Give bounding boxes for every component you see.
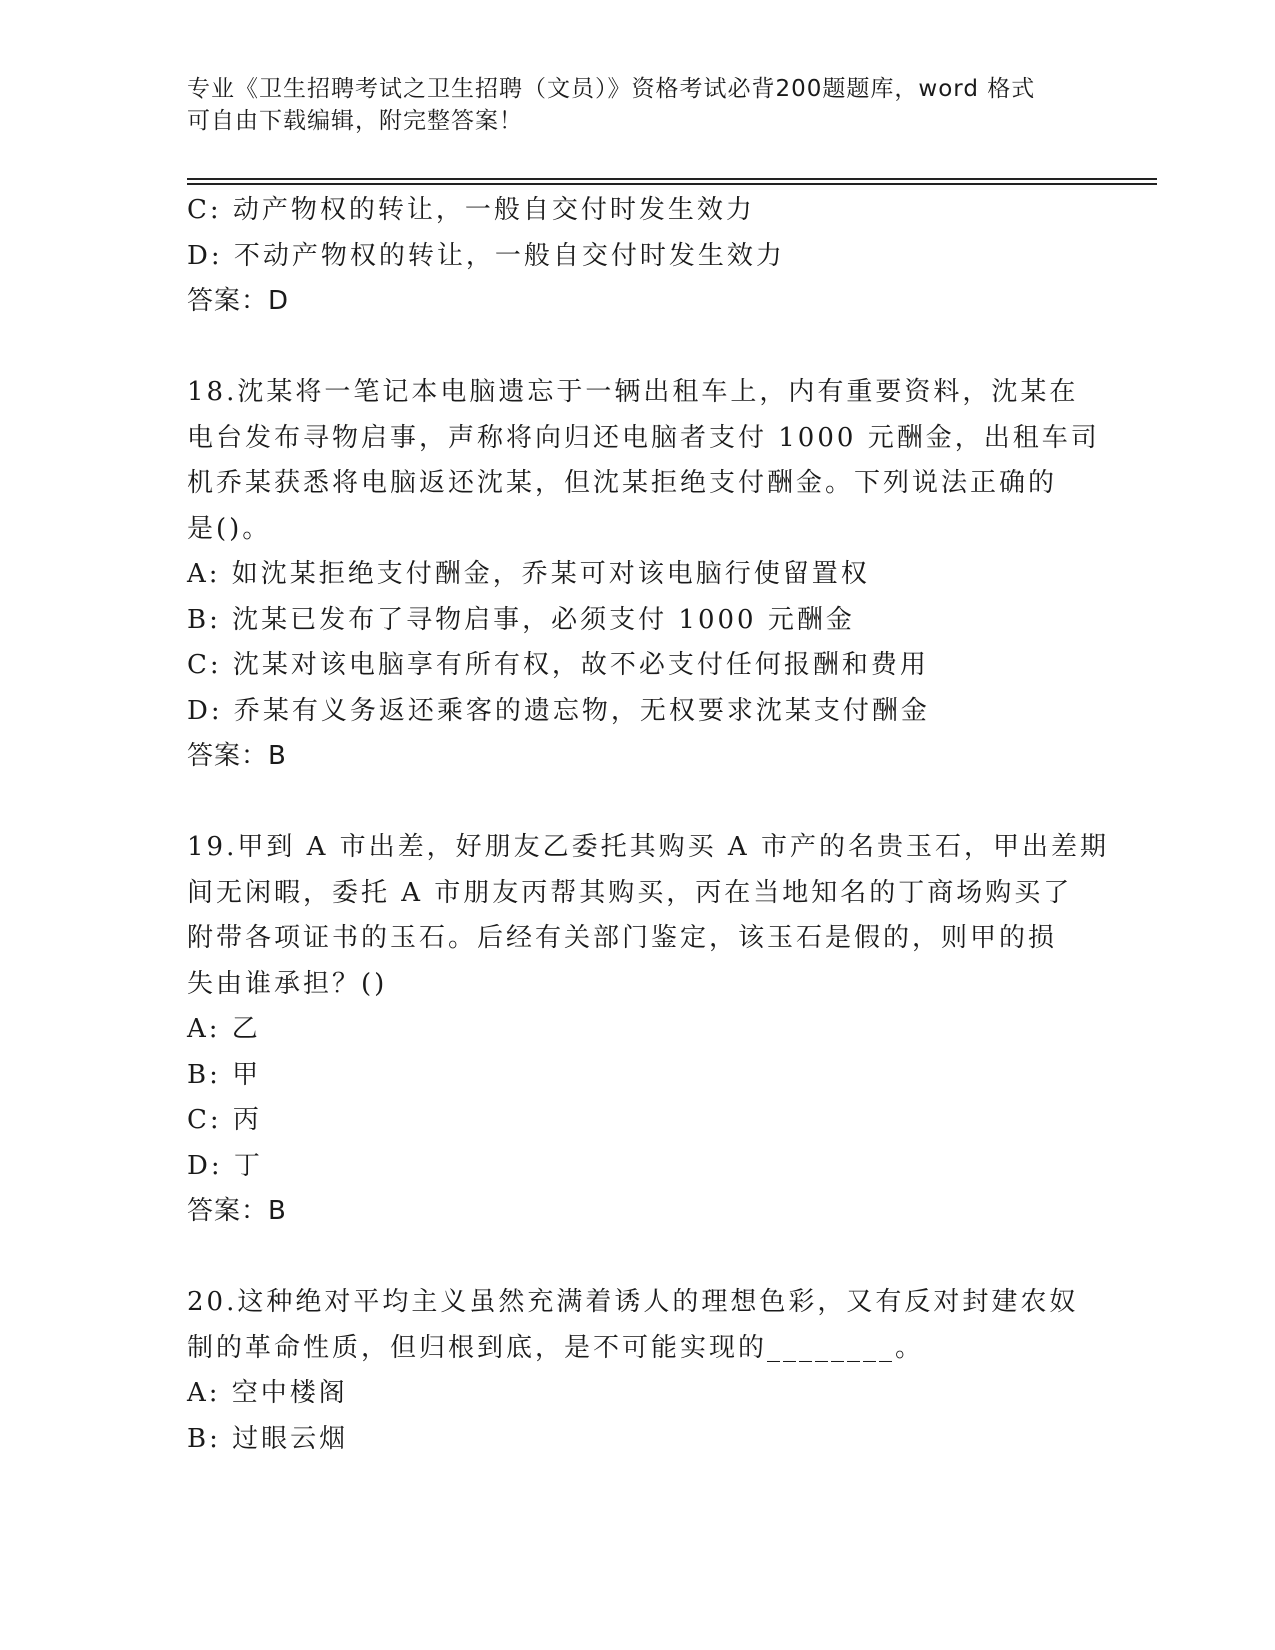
answer-line: 答案：B xyxy=(187,741,287,771)
header-title-line-1: 专业《卫生招聘考试之卫生招聘（文员）》资格考试必背200题题库，word 格式 xyxy=(187,76,1036,102)
question-stem-line: 是()。 xyxy=(187,513,272,544)
option-d: D: 乔某有义务返还乘客的遗忘物，无权要求沈某支付酬金 xyxy=(187,695,930,726)
question-stem-line: 间无闲暇，委托 A 市朋友丙帮其购买，丙在当地知名的丁商场购买了 xyxy=(187,877,1073,908)
header-title-line-2: 可自由下载编辑，附完整答案！ xyxy=(187,108,523,134)
document-header xyxy=(187,73,1087,137)
header-divider-bottom xyxy=(187,183,1157,185)
option-d: D: 丁 xyxy=(187,1150,263,1181)
option-b: B: 过眼云烟 xyxy=(187,1423,349,1454)
answer-line: 答案：D xyxy=(187,286,290,316)
option-a: A: 乙 xyxy=(187,1014,261,1044)
spacer xyxy=(187,780,1087,826)
option-b: B: 沈某已发布了寻物启事，必须支付 1000 元酬金 xyxy=(187,604,855,635)
question-stem-line: 20.这种绝对平均主义虽然充满着诱人的理想色彩，又有反对封建农奴 xyxy=(187,1287,1079,1317)
question-stem-line: 机乔某获悉将电脑返还沈某，但沈某拒绝支付酬金。下列说法正确的 xyxy=(187,468,1058,498)
question-19 xyxy=(187,825,1109,1235)
option-c: C: 动产物权的转让，一般自交付时发生效力 xyxy=(187,195,755,225)
question-18 xyxy=(187,370,1100,780)
question-stem-line: 制的革命性质，但归根到底，是不可能实现的________。 xyxy=(187,1332,925,1363)
option-b: B: 甲 xyxy=(187,1059,262,1090)
answer-line: 答案：B xyxy=(187,1196,287,1226)
option-a: A: 空中楼阁 xyxy=(187,1378,348,1408)
spacer xyxy=(187,1235,1087,1281)
question-stem-line: 附带各项证书的玉石。后经有关部门鉴定，该玉石是假的，则甲的损 xyxy=(187,923,1058,953)
question-stem-line: 19.甲到 A 市出差，好朋友乙委托其购买 A 市产的名贵玉石，甲出差期 xyxy=(187,832,1109,862)
option-d: D: 不动产物权的转让，一般自交付时发生效力 xyxy=(187,240,785,271)
header-divider-top xyxy=(187,178,1157,180)
question-stem-line: 18.沈某将一笔记本电脑遗忘于一辆出租车上，内有重要资料，沈某在 xyxy=(187,377,1079,407)
question-stem-line: 电台发布寻物启事，声称将向归还电脑者支付 1000 元酬金，出租车司 xyxy=(187,422,1100,453)
option-c: C: 沈某对该电脑享有所有权，故不必支付任何报酬和费用 xyxy=(187,650,929,680)
option-a: A: 如沈某拒绝支付酬金，乔某可对该电脑行使留置权 xyxy=(187,559,870,589)
question-content xyxy=(187,188,1109,1462)
question-17 xyxy=(187,188,1087,325)
question-stem-line: 失由谁承担？() xyxy=(187,968,388,999)
spacer xyxy=(187,325,1087,371)
question-20 xyxy=(187,1280,1087,1462)
option-c: C: 丙 xyxy=(187,1105,262,1135)
